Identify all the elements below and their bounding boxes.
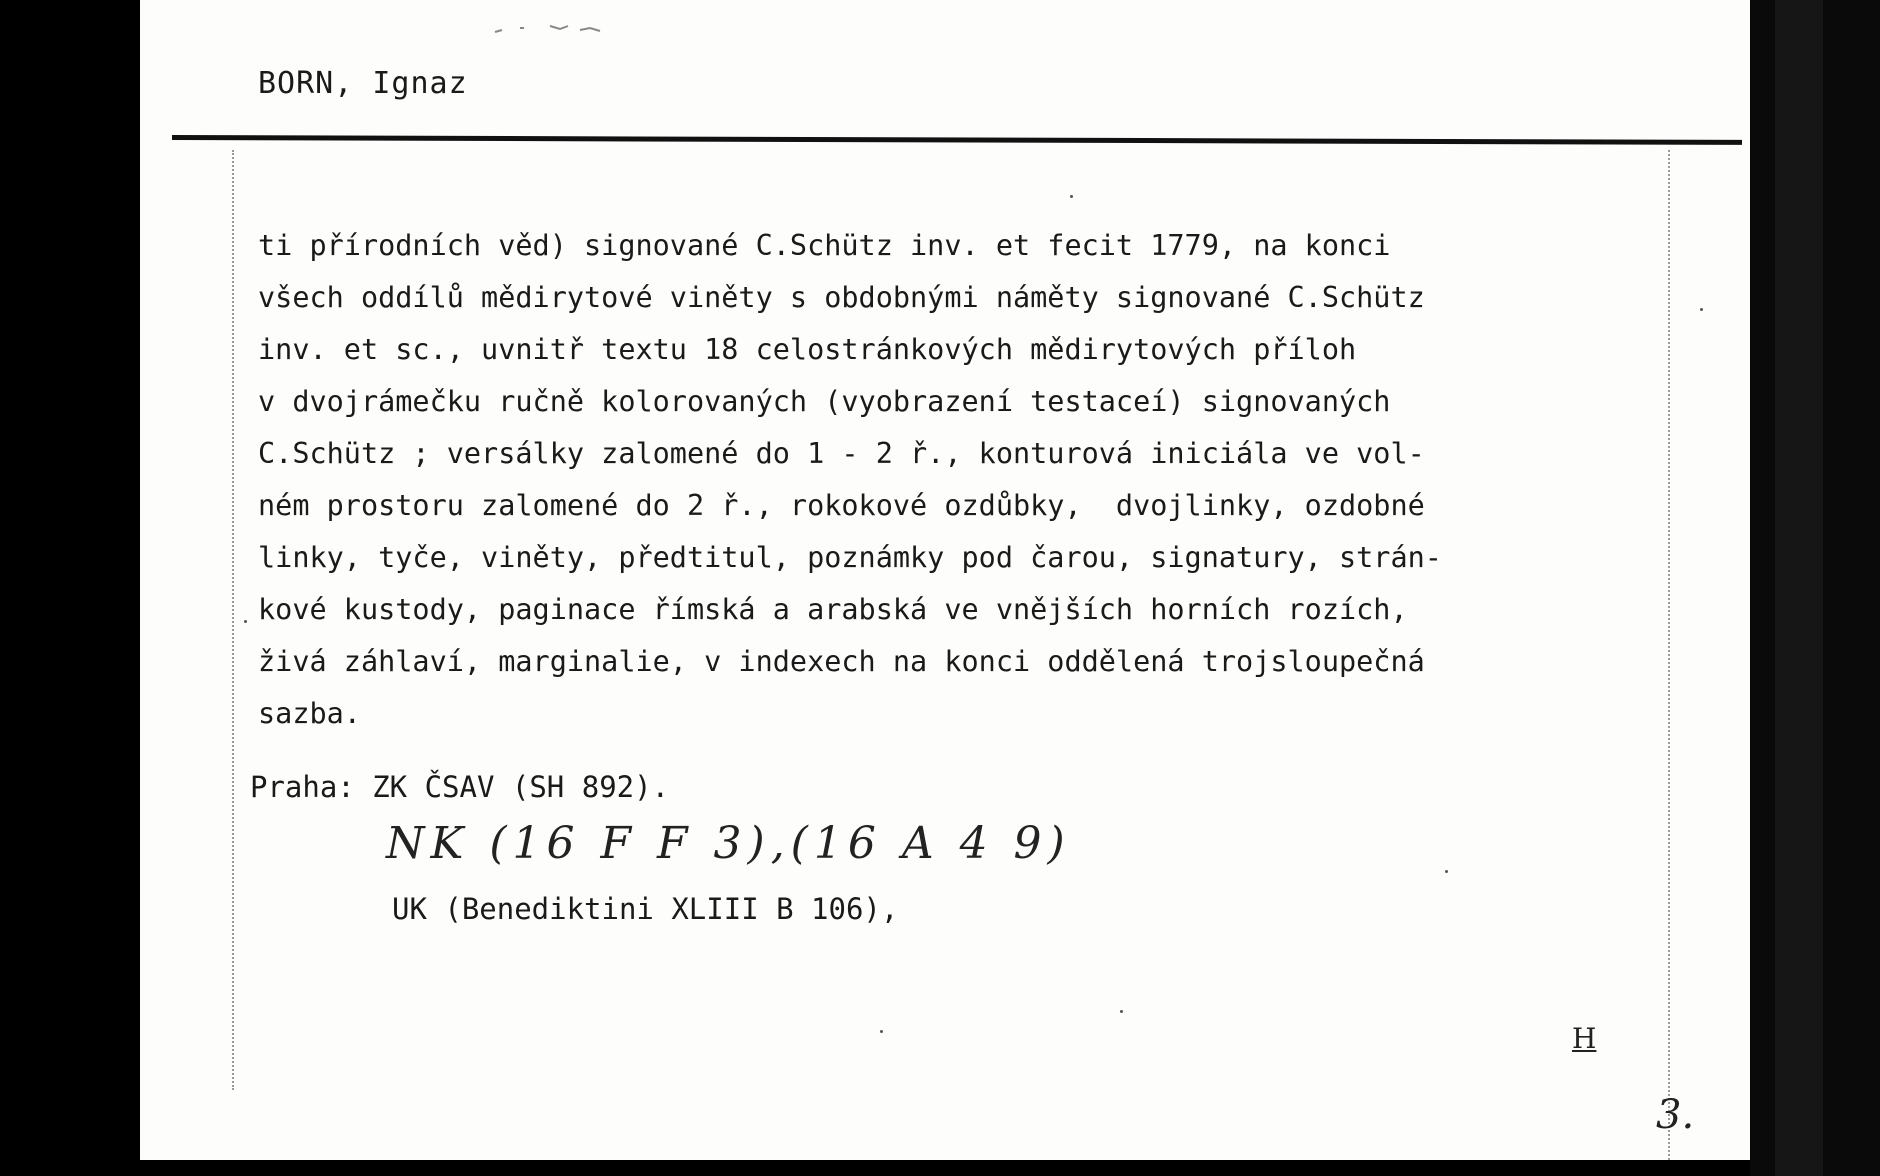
scan-film-strip xyxy=(1775,0,1823,1176)
handwritten-shelfmark: NK (16 F F 3),(16 A 4 9) xyxy=(386,818,1071,869)
holding-uk: UK (Benediktini XLIII B 106), xyxy=(392,892,899,926)
text-line: kové kustody, paginace římská a arabská ve vnějších horních rozích, xyxy=(258,593,1408,626)
text-line: sazba. xyxy=(258,697,361,730)
left-margin-line xyxy=(232,150,234,1090)
dust-speck xyxy=(880,1030,883,1033)
dust-speck xyxy=(1445,870,1448,873)
dust-speck xyxy=(1700,308,1703,311)
text-line: ti přírodních věd) signované C.Schütz inv. et fecit 1779, na konci xyxy=(258,229,1391,262)
text-line: linky, tyče, viněty, předtitul, poznámky pod čarou, signatury, strán- xyxy=(258,541,1442,574)
text-line: všech oddílů mědirytové viněty s obdobnými náměty signované C.Schütz xyxy=(258,281,1425,314)
description-text xyxy=(258,220,1638,740)
holding-praha: Praha: ZK ČSAV (SH 892). xyxy=(250,770,670,804)
handwritten-h-mark: H xyxy=(1572,1022,1597,1055)
page-number: 3. xyxy=(1656,1092,1695,1138)
text-line: živá záhlaví, marginalie, v indexech na konci oddělená trojsloupečná xyxy=(258,645,1425,678)
text-line: ném prostoru zalomené do 2 ř., rokokové ozdůbky, dvojlinky, ozdobné xyxy=(258,489,1425,522)
dust-speck xyxy=(1070,195,1073,198)
text-line: inv. et sc., uvnitř textu 18 celostránkových mědirytových příloh xyxy=(258,333,1357,366)
text-line: C.Schütz ; versálky zalomené do 1 - 2 ř., konturová iniciála ve vol- xyxy=(258,437,1425,470)
text-line: v dvojrámečku ručně kolorovaných (vyobrazení testaceí) signovaných xyxy=(258,385,1391,418)
dust-speck xyxy=(1120,1010,1123,1013)
dust-speck xyxy=(244,620,247,623)
card-heading-author: BORN, Ignaz xyxy=(258,66,468,101)
smudge-mark xyxy=(490,20,630,38)
right-margin-line xyxy=(1668,150,1670,1160)
